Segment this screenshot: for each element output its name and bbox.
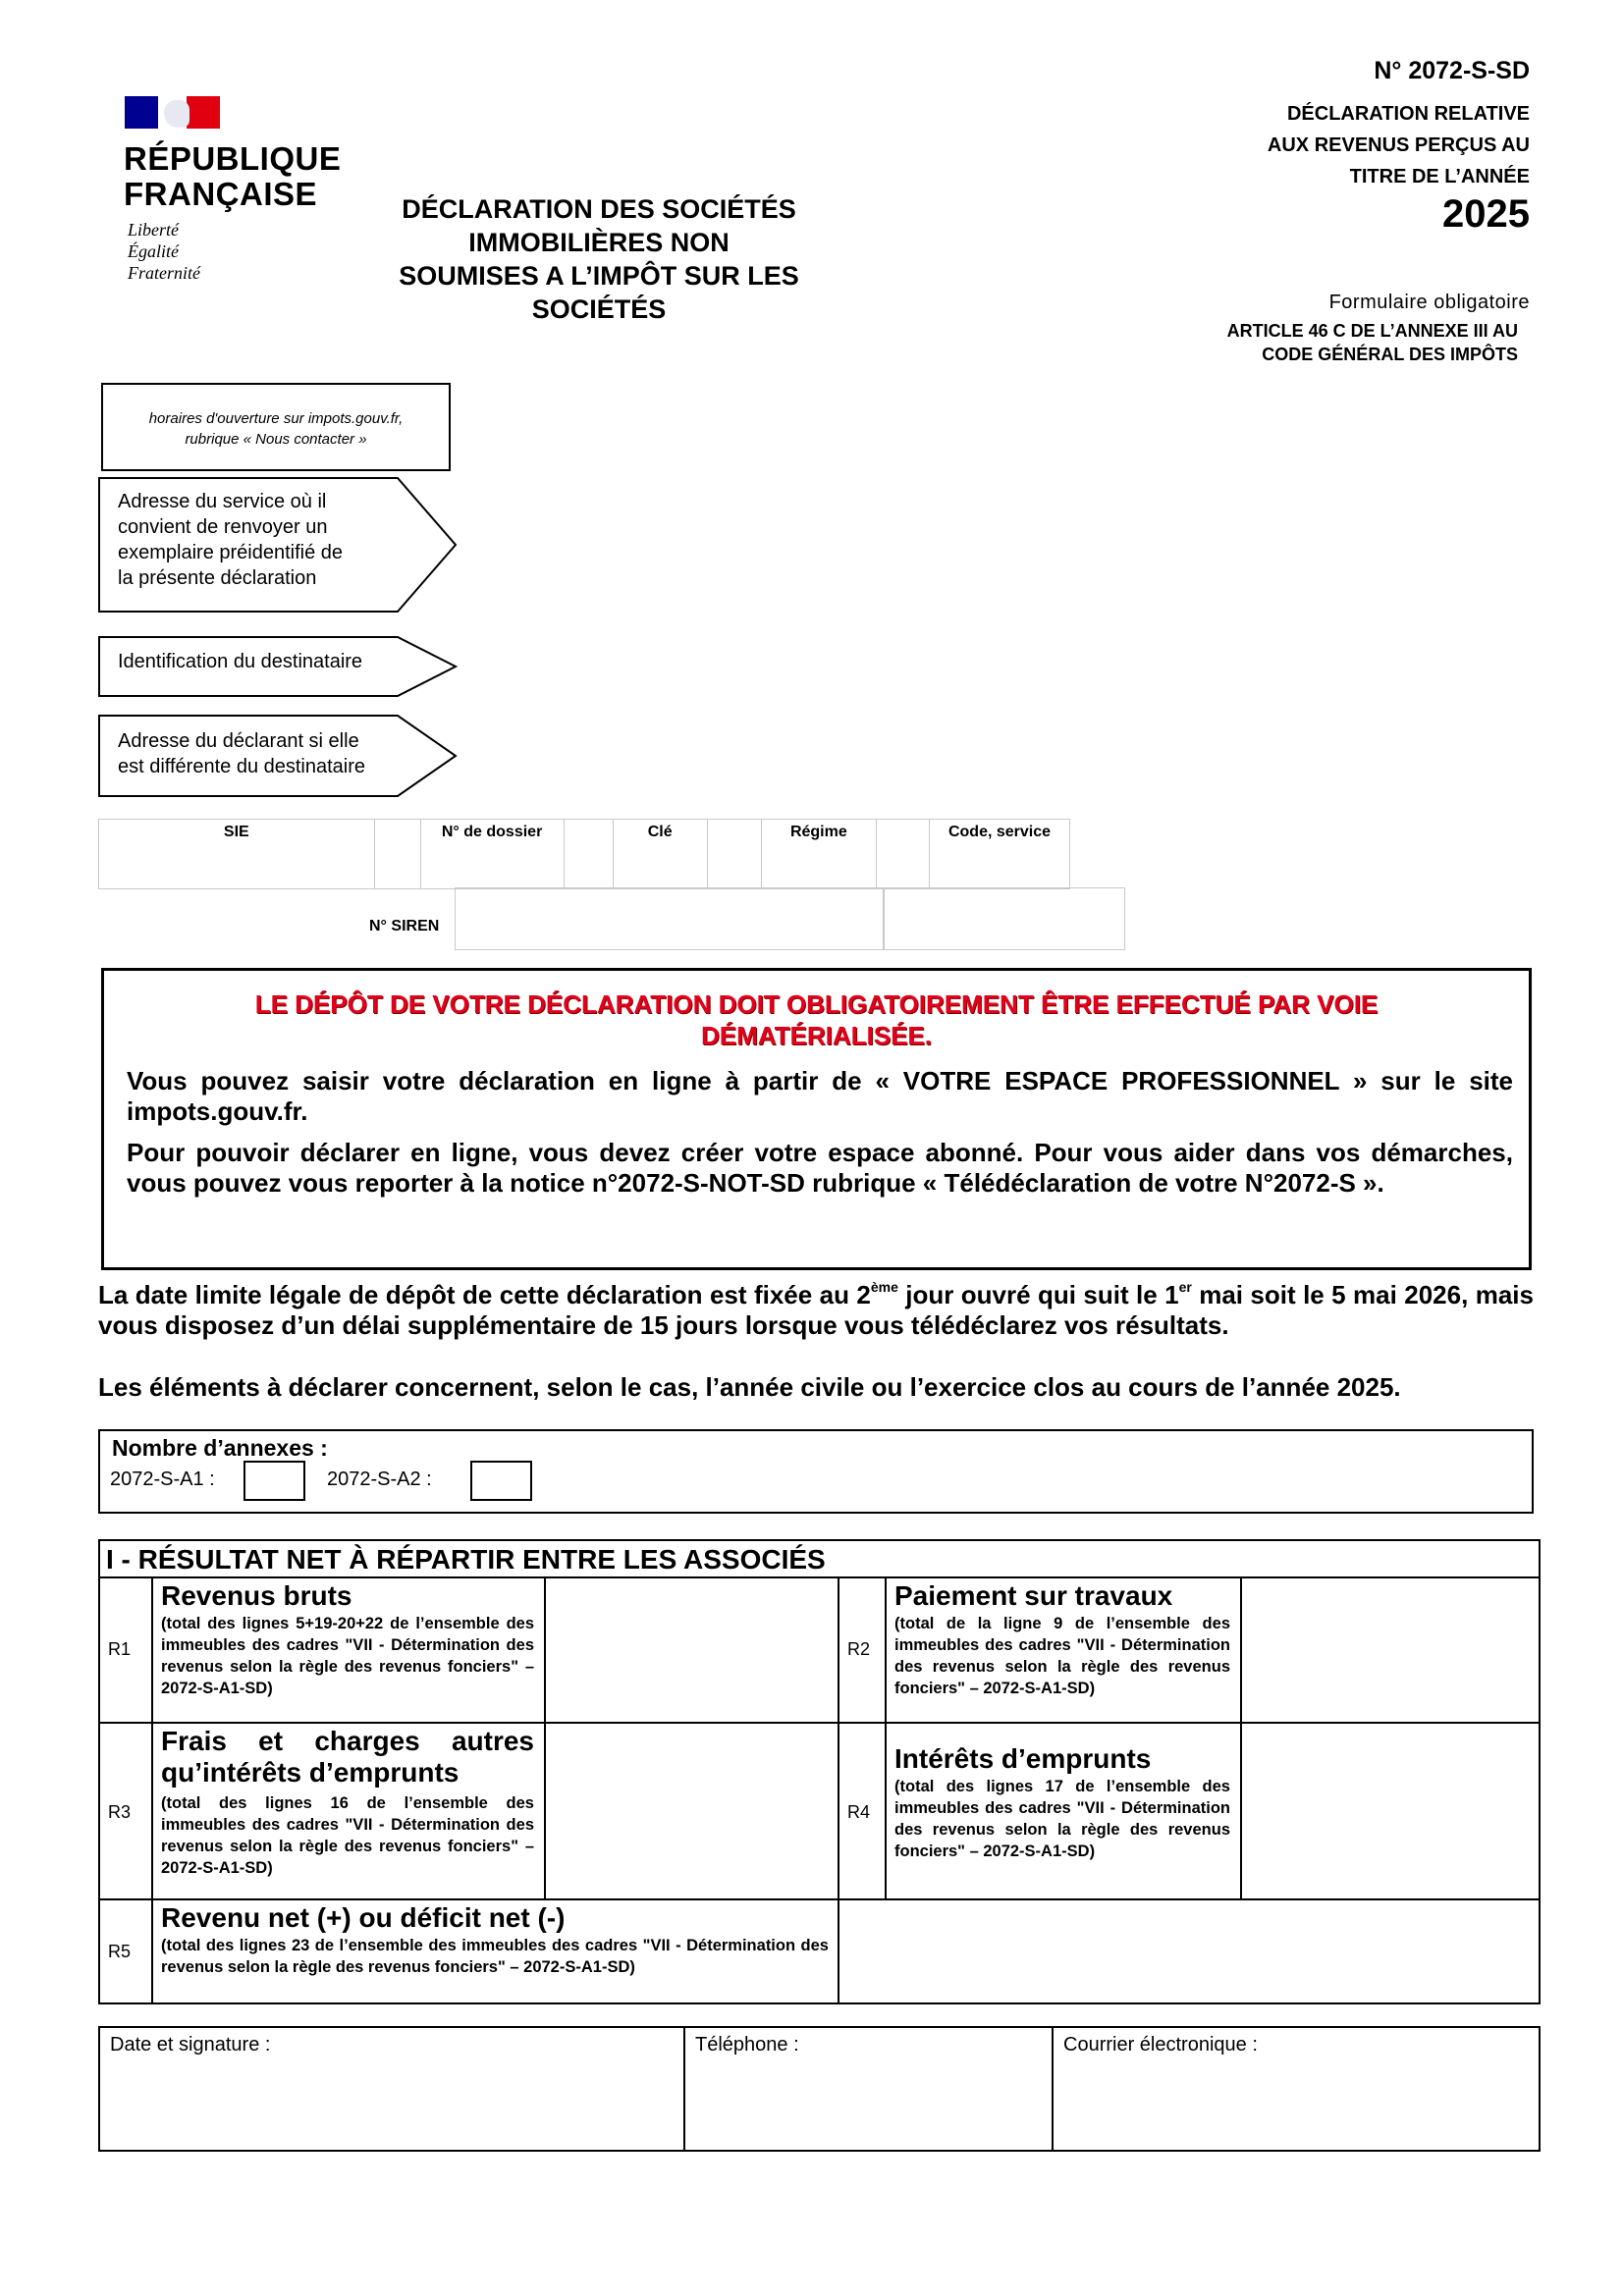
service-address-box: Adresse du service où il convient de renvoyer un exemplaire préidentifié de la présente déclaration: [98, 477, 458, 613]
annex-count-box: [98, 1429, 1534, 1514]
marianne-logo-flag: [125, 96, 220, 129]
period-notice: Les éléments à déclarer concernent, selon le cas, l’année civile ou l’exercice clos au cours de l’année 2025.: [98, 1372, 1401, 1402]
section-net-result: [98, 1539, 1541, 2004]
row-code-r4: R4: [847, 1802, 871, 1822]
recipient-identification-box: Identification du destinataire: [98, 636, 458, 697]
republic-motto: Liberté Égalité Fraternité: [128, 220, 200, 283]
warning-paragraph-online: Vous pouvez saisir votre déclaration en ligne à partir de « VOTRE ESPACE PROFESSIONNEL » sur le site impots.gouv.fr.: [127, 1066, 1513, 1126]
gross-income-label: Revenus bruts (total des lignes 5+19-20+22 de l’ensemble des immeubles des cadres "VII - Détermination des revenus selon la règle des revenus fonciers" – 2072-S-A1-SD): [153, 1578, 546, 1724]
opening-hours-box: horaires d'ouverture sur impots.gouv.fr, rubrique « Nous contacter »: [101, 383, 451, 471]
key-field[interactable]: Clé: [613, 820, 707, 889]
form-number: N° 2072-S-SD: [1374, 57, 1530, 84]
r2-amount-input[interactable]: [1242, 1578, 1539, 1724]
deadline-notice: La date limite légale de dépôt de cette déclaration est fixée au 2ème jour ouvré qui suit le 1er mai soit le 5 mai 2026, mais vous disposez d’un délai supplémentaire de 15 jours lorsque vous télédéclarez vos résultats.: [98, 1279, 1534, 1340]
signature-contact-row: [98, 2026, 1541, 2152]
siren-label: N° SIREN: [369, 918, 440, 934]
r1-amount-input[interactable]: [546, 1578, 839, 1724]
electronic-filing-warning: [101, 968, 1532, 1270]
phone-field[interactable]: Téléphone :: [685, 2028, 1054, 2150]
net-income-label: Revenu net (+) ou déficit net (-) (total des lignes 23 de l’ensemble des immeubles des cadres "VII - Détermination des revenus selon la règle des revenus fonciers" – 2072-S-A1-SD): [153, 1900, 839, 2002]
row-code-r5: R5: [108, 1942, 132, 1961]
expenses-label: Frais et charges autres qu’intérêts d’emprunts (total des lignes 16 de l’ensemble des immeubles des cadres "VII - Détermination des revenus selon la règle des revenus fonciers" – 2072-S-A1-SD): [153, 1724, 546, 1900]
warning-paragraph-account: Pour pouvoir déclarer en ligne, vous devez créer votre espace abonné. Pour vous aider dans vos démarches, vous pouvez vous reporter à la notice n°2072-S-NOT-SD rubrique « Télédéclaration de votre N°2072-S ».: [127, 1138, 1513, 1198]
mandatory-form-label: Formulaire obligatoire: [1328, 292, 1530, 313]
r4-amount-input[interactable]: [1242, 1724, 1539, 1900]
annex-a1-input[interactable]: [243, 1461, 305, 1501]
loan-interest-label: Intérêts d’emprunts (total des lignes 17 de l’ensemble des immeubles des cadres "VII - Détermination des revenus selon la règle des revenus fonciers" – 2072-S-A1-SD): [887, 1724, 1242, 1900]
date-signature-field[interactable]: Date et signature :: [100, 2028, 685, 2150]
warning-title: LE DÉPÔT DE VOTRE DÉCLARATION DOIT OBLIGATOIREMENT ÊTRE EFFECTUÉ PAR VOIE DÉMATÉRIALISÉE.: [254, 989, 1379, 1050]
siren-extra-input[interactable]: [884, 887, 1125, 950]
section-title: I - RÉSULTAT NET À RÉPARTIR ENTRE LES ASSOCIÉS: [100, 1541, 1539, 1578]
row-code-r3: R3: [108, 1802, 132, 1822]
regime-field[interactable]: Régime: [761, 820, 876, 889]
r3-amount-input[interactable]: [546, 1724, 839, 1900]
annex-count-title: Nombre d’annexes :: [112, 1435, 328, 1461]
declaration-subtitle: DÉCLARATION RELATIVE AUX REVENUS PERÇUS AU TITRE DE L’ANNÉE: [1267, 103, 1530, 187]
annex-a1-label: 2072-S-A1 :: [110, 1468, 215, 1490]
service-code-field[interactable]: Code, service: [930, 820, 1070, 889]
r5-amount-input[interactable]: [839, 1900, 1539, 2002]
annex-a2-input[interactable]: [470, 1461, 532, 1501]
legal-article-reference: ARTICLE 46 C DE L’ANNEXE III AU CODE GÉNÉRAL DES IMPÔTS: [1226, 321, 1518, 364]
form-title: DÉCLARATION DES SOCIÉTÉS IMMOBILIÈRES NON SOUMISES A L’IMPÔT SUR LES SOCIÉTÉS: [399, 194, 799, 324]
works-payment-label: Paiement sur travaux (total de la ligne 9 de l’ensemble des immeubles des cadres "VII - Détermination des revenus selon la règle des revenus fonciers" – 2072-S-A1-SD): [887, 1578, 1242, 1724]
row-code-r1: R1: [108, 1639, 132, 1659]
annex-a2-label: 2072-S-A2 :: [327, 1468, 432, 1490]
declarant-address-box: Adresse du déclarant si elle est différente du destinataire: [98, 715, 458, 797]
row-code-r2: R2: [847, 1639, 871, 1659]
identification-table: [98, 819, 1070, 889]
republique-francaise-wordmark: RÉPUBLIQUE FRANÇAISE: [124, 140, 342, 212]
dossier-number-field[interactable]: N° de dossier: [420, 820, 564, 889]
sie-field[interactable]: SIE: [99, 820, 375, 889]
siren-input[interactable]: [455, 887, 884, 950]
tax-year: 2025: [1442, 192, 1530, 236]
email-field[interactable]: Courrier électronique :: [1063, 2034, 1258, 2056]
